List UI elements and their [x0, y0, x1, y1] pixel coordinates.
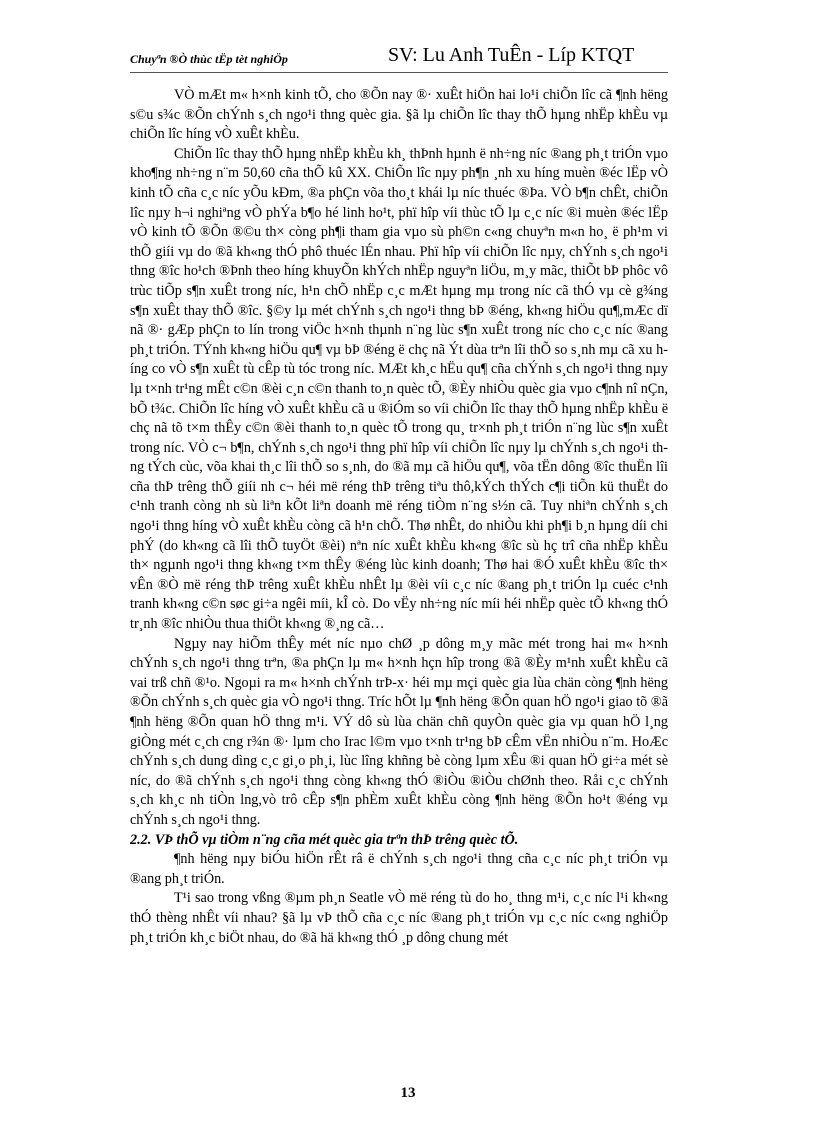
- page-header: [130, 44, 668, 74]
- header-thesis-title: Chuyªn ®Ò thùc tËp tèt nghiÖp: [130, 52, 288, 66]
- page-number: 13: [400, 1085, 416, 1101]
- header-student-info: SV: Lu Anh TuÊn - Líp KTQT: [388, 44, 635, 66]
- paragraph-economic-models: VÒ mÆt m« h×nh kinh tÕ, cho ®Õn nay ®· xuÊt hiÖn hai lo¹i chiÕn lîc cã ¶nh hëng s©u s¾c ®Õn chÝnh s¸ch ngo¹i thng quèc gia. §ã lµ chiÕn lîc thay thÕ hµng nhËp khÈu vµ chiÕn lîc híng vÒ xuÊt khÈu.: [130, 87, 668, 143]
- section-heading: 2.2. VÞ thÕ vµ tiÒm n¨ng cña mét quèc gia trªn thÞ trêng quèc tÕ.: [130, 831, 519, 848]
- paragraph-mixed-model: Ngµy nay hiÕm thÊy mét níc nµo chØ ¸p dông m¸y mãc mét trong hai m« h×nh chÝnh s¸ch ngo¹i thng trªn, ®a phÇn lµ m« h×nh hçn hîp trong ®ã ®Èy m¹nh xuÊt khÈu cã vai trß chñ ®¹o. Ngoµi ra m« h×nh chÝnh trÞ-x· héi mµ mçi quèc gia lùa chän còng ¶nh hëng ®Õn chÝnh s¸ch quèc gia vÒ ngo¹i thng. Tríc hÕt lµ ¶nh hëng ®Õn quan hÖ ngo¹i giao tõ ®ã ¶nh hëng ®Õn quan hÖ thng m¹i. VÝ dô sù lùa chän chñ quyÒn quèc gia vµ quan hÖ l¸ng giÒng mét c¸ch cng r¾n ®· lµm cho Irac l©m vµo t×nh tr¹ng bÞ cÊm vËn nhiÒu n¨m. HoÆc chÝnh s¸ch dung dìng c¸c gi¸o ph¸i, lùc lîng khñng bè còng lµm xÊu ®i quan hÖ gi÷a mét sè níc, do ®ã chÝnh s¸ch ngo¹i thng còng kh«ng thÓ ®iÒu ®iÒu chØnh theo. Råi c¸c chÝnh s¸ch kh¸c nh tiÒn lng,vò trô cÊp s¶n phÈm xuÊt khÈu còng ¶nh hëng ®Õn ho¹t ®éng vµ chÝnh s¸ch ngo¹i thng.: [130, 635, 668, 828]
- paragraph-seattle-round: T¹i sao trong vßng ®µm ph¸n Seatle vÒ më réng tù do ho¸ thng m¹i, c¸c níc l¹i kh«ng thÓ thèng nhÊt víi nhau? §ã lµ vÞ thÕ cña c¸c níc ®ang ph¸t triÓn vµ c¸c níc c«ng nghiÖp ph¸t triÓn kh¸c biÖt nhau, do ®ã hä kh«ng thÓ ¸p dông chung mét: [130, 890, 668, 946]
- paragraph-import-substitution: ChiÕn lîc thay thÕ hµng nhËp khÈu kh¸ thÞnh hµnh ë nh÷ng níc ®ang ph¸t triÓn vµo kho¶ng nh÷ng n¨m 50,60 cña thÕ kû XX. ChiÕn lîc nµy ph¶n ¸nh xu híng muèn ®éc lËp vÒ kinh tÕ cña c¸c níc yÕu kÐm, ®a phÇn võa tho¸t khái lµ níc thuéc ®Þa. VÒ b¶n chÊt, chiÕn lîc nµy h¬i nghiªng vÒ phÝa b¶o hé linh ho¹t, phï hîp víi thùc tÕ lµ c¸c níc ®i muèn ®éc lËp vÒ kinh tÕ ®Õn ®©u th× còng ph¶i tham gia vµo sù ph©n c«ng chuyªn m«n ho¸ ë ph¹m vi thÕ giíi vµ do ®ã kh«ng thÓ phô thuéc lÉn nhau. Phï hîp víi chiÕn lîc nµy, chÝnh s¸ch ngo¹i thng ®îc ho¹ch ®Þnh theo híng khuyÕn khÝch nhËp nguyªn liÖu, m¸y mãc, thiÕt bÞ phôc vô trùc tiÕp s¶n xuÊt trong níc, h¹n chÕ nhËp c¸c mÆt hµng mµ trong níc cã thÓ vµ cè g¾ng s¶n xuÊt thay thÕ ®îc. §©y lµ mét chÝnh s¸ch ngo¹i thng bÞ ®éng, kh«ng hiÖu qu¶,mÆc dï nã ®· gÆp phÇn to lín trong viÖc h×nh thµnh n¨ng lùc s¶n xuÊt trong níc cho c¸c níc ®ang ph¸t triÓn. TÝnh kh«ng hiÖu qu¶ vµ bÞ ®éng ë chç nã Ýt dùa trªn lîi thÕ so s¸nh mµ cã xu híng co vÒ s¶n xuÊt tù cÊp tù tóc trong níc. MÆt kh¸c hËu qu¶ cña chÝnh s¸ch ngo¹i thng nµy lµ t×nh tr¹ng mÊt c©n ®èi c¸n c©n thanh to¸n quèc tÕ, ®Èy nhiÒu quèc gia vµo c¶nh nî nÇn, bÕ t¾c. ChiÕn lîc híng vÒ xuÊt khÈu cã u ®iÓm so víi chiÕn lîc thay thÕ hµng nhËp khÈu ë chç nã tõ t×m thÊy c©n ®èi thanh to¸n quèc tÕ trong qu¸ tr×nh ph¸t triÓn n¨ng lùc s¶n xuÊt trong níc. VÒ c¬ b¶n, chÝnh s¸ch ngo¹i thng phï hîp víi chiÕn lîc nµy lµ chÝnh s¸ch ngo¹i thng tÝch cùc, võa khai th¸c lîi thÕ so s¸nh, do ®ã mµ cã hiÖu qu¶, võa tËn dông ®îc thuËn lîi cña thÞ trêng thÕ giíi nh c¬ héi më réng thÞ trêng tiªu thô,kÝch thÝch c¶i tiÕn kü thuËt do c¹nh tranh còng nh sù liªn kÕt liªn doanh më réng tiÒm n¨ng s½n cã. Tuy nhiªn chÝnh s¸ch ngo¹i thng híng vÒ xuÊt khÈu còng cã h¹n chÕ. Thø nhÊt, do nhiÒu khi ph¶i b¸n hµng díi chi phÝ (do kh«ng cã lîi thÕ tuyÖt ®èi) nªn níc xuÊt khÈu kh«ng ®îc sù hç trî cña nhËp khÈu th× ngµnh ngo¹i thng kh«ng t×m thÊy ®éng lùc kinh doanh; Thø hai ®Ó xuÊt khÈu ®îc th× vÊn ®Ò më réng thÞ trêng xuÊt khÈu nhÊt lµ ®èi víi c¸c níc ®ang ph¸t triÓn lµ cuéc c¹nh tranh kh«ng c©n søc gi÷a ngêi míi, kÎ cò. Do vËy nh÷ng níc míi héi nhËp quèc tÕ kh«ng thÓ tr¸nh ®îc nhiÒu thua thiÖt kh«ng ®¸ng cã…: [130, 145, 668, 633]
- document-body: [130, 86, 668, 948]
- header-divider: [130, 72, 668, 73]
- paragraph-influence: ¶nh hëng nµy biÓu hiÖn rÊt râ ë chÝnh s¸ch ngo¹i thng cña c¸c níc ph¸t triÓn vµ ®ang ph¸t triÓn.: [130, 851, 668, 887]
